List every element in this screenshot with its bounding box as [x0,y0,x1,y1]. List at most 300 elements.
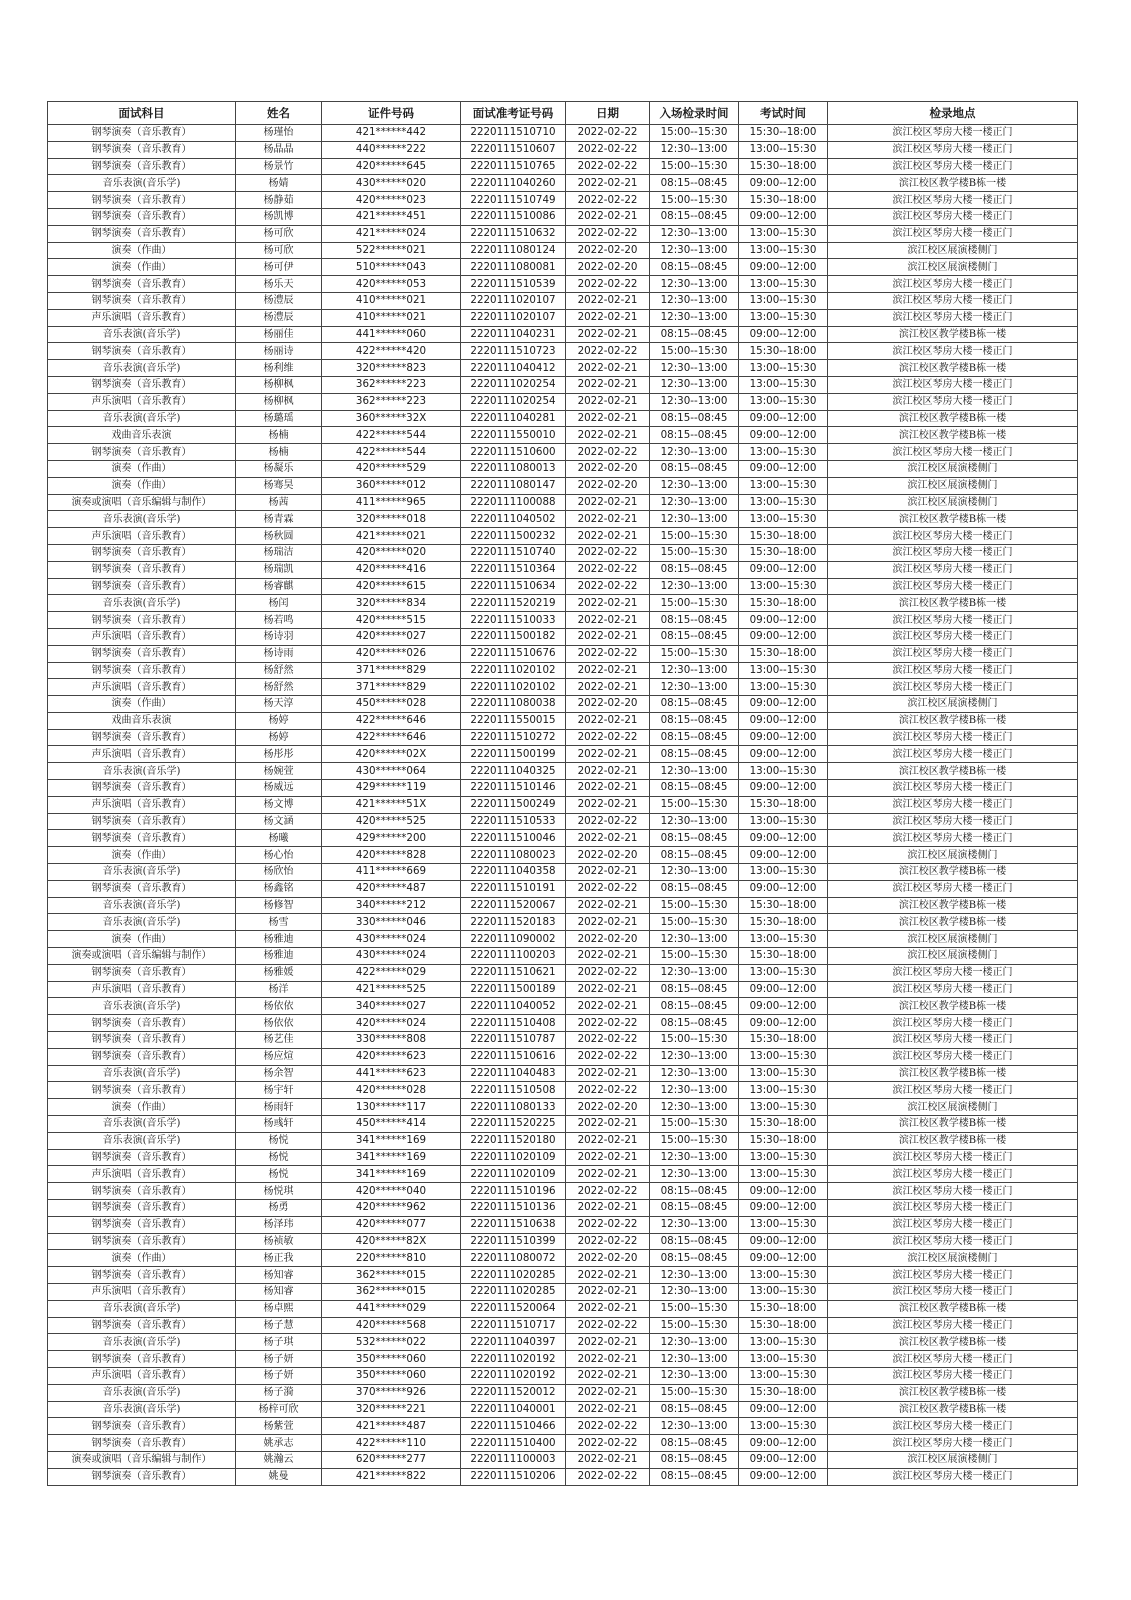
cell-name: 杨瑾怡 [236,125,322,142]
cell-id-number: 420******028 [322,1082,461,1099]
cell-date: 2022-02-21 [566,511,650,528]
table-row [48,276,1078,293]
table-row [48,175,1078,192]
cell-ticket-number: 2220111510033 [461,612,566,629]
cell-checkin-location: 滨江校区琴房大楼一楼正门 [828,141,1078,158]
cell-date: 2022-02-20 [566,847,650,864]
cell-id-number: 341******169 [322,1166,461,1183]
cell-date: 2022-02-22 [566,1468,650,1485]
cell-name: 杨景竹 [236,158,322,175]
cell-checkin-location: 滨江校区琴房大楼一楼正门 [828,1183,1078,1200]
cell-exam-time: 15:30--18:00 [739,1300,828,1317]
cell-id-number: 420******645 [322,158,461,175]
cell-checkin-location: 滨江校区琴房大楼一楼正门 [828,1435,1078,1452]
cell-checkin-time: 12:30--13:00 [650,1283,739,1300]
cell-ticket-number: 2220111080081 [461,259,566,276]
cell-exam-time: 09:00--12:00 [739,612,828,629]
cell-id-number: 341******169 [322,1149,461,1166]
cell-date: 2022-02-21 [566,528,650,545]
cell-name: 杨骞昊 [236,477,322,494]
cell-ticket-number: 2220111040397 [461,1334,566,1351]
cell-name: 杨婧 [236,175,322,192]
cell-exam-time: 09:00--12:00 [739,427,828,444]
cell-name: 杨雪 [236,914,322,931]
table-row [48,360,1078,377]
cell-id-number: 410******021 [322,309,461,326]
exam-schedule-table [47,101,1078,1486]
cell-id-number: 130******117 [322,1099,461,1116]
cell-exam-time: 13:00--15:30 [739,1334,828,1351]
table-row [48,813,1078,830]
cell-exam-time: 15:30--18:00 [739,1317,828,1334]
cell-exam-time: 13:00--15:30 [739,1351,828,1368]
cell-id-number: 421******021 [322,528,461,545]
cell-checkin-location: 滨江校区琴房大楼一楼正门 [828,208,1078,225]
header-date: 日期 [566,102,650,125]
cell-subject: 演奏（作曲） [48,460,236,477]
cell-ticket-number: 2220111020285 [461,1283,566,1300]
cell-ticket-number: 2220111510616 [461,1048,566,1065]
cell-date: 2022-02-21 [566,948,650,965]
cell-date: 2022-02-22 [566,1317,650,1334]
cell-name: 杨雅迪 [236,948,322,965]
cell-subject: 钢琴演奏（音乐教育） [48,780,236,797]
cell-ticket-number: 2220111020102 [461,679,566,696]
cell-exam-time: 09:00--12:00 [739,259,828,276]
table-row [48,696,1078,713]
table-row [48,158,1078,175]
cell-subject: 钢琴演奏（音乐教育） [48,1149,236,1166]
cell-id-number: 420******416 [322,561,461,578]
cell-id-number: 320******834 [322,595,461,612]
cell-date: 2022-02-21 [566,981,650,998]
cell-id-number: 420******525 [322,813,461,830]
cell-exam-time: 15:30--18:00 [739,158,828,175]
cell-checkin-time: 12:30--13:00 [650,309,739,326]
cell-date: 2022-02-20 [566,1250,650,1267]
table-row [48,746,1078,763]
cell-checkin-location: 滨江校区展演楼侧门 [828,948,1078,965]
cell-subject: 钢琴演奏（音乐教育） [48,444,236,461]
cell-subject: 音乐表演(音乐学) [48,1300,236,1317]
table-row [48,125,1078,142]
cell-exam-time: 09:00--12:00 [739,326,828,343]
cell-date: 2022-02-22 [566,964,650,981]
cell-id-number: 220******810 [322,1250,461,1267]
table-row [48,880,1078,897]
cell-date: 2022-02-21 [566,175,650,192]
cell-name: 杨悦琪 [236,1183,322,1200]
cell-checkin-location: 滨江校区琴房大楼一楼正门 [828,125,1078,142]
cell-checkin-time: 12:30--13:00 [650,511,739,528]
cell-checkin-location: 滨江校区琴房大楼一楼正门 [828,376,1078,393]
cell-name: 杨秋圆 [236,528,322,545]
cell-exam-time: 09:00--12:00 [739,460,828,477]
cell-checkin-time: 08:15--08:45 [650,746,739,763]
cell-name: 杨可伊 [236,259,322,276]
cell-ticket-number: 2220111020254 [461,393,566,410]
cell-checkin-time: 08:15--08:45 [650,1250,739,1267]
cell-ticket-number: 2220111510364 [461,561,566,578]
cell-date: 2022-02-21 [566,1283,650,1300]
cell-date: 2022-02-20 [566,931,650,948]
cell-ticket-number: 2220111020109 [461,1149,566,1166]
cell-checkin-time: 12:30--13:00 [650,931,739,948]
cell-exam-time: 15:30--18:00 [739,1132,828,1149]
table-row [48,242,1078,259]
cell-exam-time: 13:00--15:30 [739,763,828,780]
cell-checkin-location: 滨江校区展演楼侧门 [828,1099,1078,1116]
table-row [48,780,1078,797]
cell-checkin-time: 08:15--08:45 [650,259,739,276]
cell-id-number: 362******015 [322,1267,461,1284]
cell-checkin-time: 08:15--08:45 [650,880,739,897]
cell-subject: 声乐演唱（音乐教育） [48,679,236,696]
cell-checkin-location: 滨江校区琴房大楼一楼正门 [828,1082,1078,1099]
cell-id-number: 522******021 [322,242,461,259]
cell-ticket-number: 2220111080023 [461,847,566,864]
table-row [48,897,1078,914]
cell-date: 2022-02-21 [566,780,650,797]
cell-checkin-time: 08:15--08:45 [650,208,739,225]
cell-exam-time: 09:00--12:00 [739,998,828,1015]
cell-subject: 钢琴演奏（音乐教育） [48,561,236,578]
cell-exam-time: 13:00--15:30 [739,292,828,309]
cell-exam-time: 13:00--15:30 [739,679,828,696]
cell-subject: 音乐表演(音乐学) [48,1334,236,1351]
cell-checkin-location: 滨江校区琴房大楼一楼正门 [828,1149,1078,1166]
cell-name: 杨欣怡 [236,864,322,881]
cell-ticket-number: 2220111080133 [461,1099,566,1116]
cell-date: 2022-02-21 [566,1065,650,1082]
cell-checkin-time: 12:30--13:00 [650,578,739,595]
cell-checkin-location: 滨江校区琴房大楼一楼正门 [828,1015,1078,1032]
cell-name: 杨子妍 [236,1351,322,1368]
cell-date: 2022-02-22 [566,444,650,461]
cell-id-number: 420******529 [322,460,461,477]
cell-id-number: 350******060 [322,1351,461,1368]
cell-subject: 钢琴演奏（音乐教育） [48,1435,236,1452]
cell-name: 杨澧辰 [236,292,322,309]
cell-id-number: 450******028 [322,696,461,713]
cell-date: 2022-02-21 [566,628,650,645]
cell-checkin-location: 滨江校区琴房大楼一楼正门 [828,981,1078,998]
cell-subject: 钢琴演奏（音乐教育） [48,1048,236,1065]
cell-name: 杨楠 [236,444,322,461]
cell-date: 2022-02-22 [566,578,650,595]
cell-id-number: 532******022 [322,1334,461,1351]
cell-subject: 钢琴演奏（音乐教育） [48,125,236,142]
cell-checkin-time: 15:00--15:30 [650,544,739,561]
table-row [48,1418,1078,1435]
table-row [48,1384,1078,1401]
table-row [48,1116,1078,1133]
cell-checkin-location: 滨江校区教学楼B栋一楼 [828,410,1078,427]
cell-ticket-number: 2220111500199 [461,746,566,763]
cell-id-number: 450******414 [322,1116,461,1133]
cell-id-number: 440******222 [322,141,461,158]
table-row [48,645,1078,662]
cell-subject: 钢琴演奏（音乐教育） [48,1233,236,1250]
table-row [48,1367,1078,1384]
table-row [48,544,1078,561]
cell-checkin-time: 15:00--15:30 [650,158,739,175]
cell-name: 杨凯博 [236,208,322,225]
cell-checkin-location: 滨江校区展演楼侧门 [828,696,1078,713]
cell-name: 杨子漪 [236,1384,322,1401]
cell-name: 杨诗羽 [236,628,322,645]
cell-date: 2022-02-21 [566,612,650,629]
cell-name: 杨舒然 [236,662,322,679]
cell-exam-time: 13:00--15:30 [739,1267,828,1284]
cell-id-number: 320******221 [322,1401,461,1418]
cell-name: 杨祯敏 [236,1233,322,1250]
cell-exam-time: 09:00--12:00 [739,628,828,645]
cell-date: 2022-02-22 [566,1435,650,1452]
cell-name: 杨梓可欣 [236,1401,322,1418]
cell-date: 2022-02-20 [566,259,650,276]
cell-name: 杨璐瑶 [236,410,322,427]
cell-ticket-number: 2220111520180 [461,1132,566,1149]
cell-checkin-time: 08:15--08:45 [650,1200,739,1217]
cell-checkin-location: 滨江校区展演楼侧门 [828,477,1078,494]
cell-exam-time: 09:00--12:00 [739,410,828,427]
cell-checkin-location: 滨江校区教学楼B栋一楼 [828,1116,1078,1133]
cell-checkin-time: 08:15--08:45 [650,612,739,629]
cell-name: 杨婉萱 [236,763,322,780]
cell-name: 杨闰 [236,595,322,612]
cell-id-number: 330******046 [322,914,461,931]
cell-date: 2022-02-21 [566,1367,650,1384]
cell-date: 2022-02-22 [566,1183,650,1200]
cell-checkin-location: 滨江校区教学楼B栋一楼 [828,427,1078,444]
table-row [48,477,1078,494]
cell-checkin-location: 滨江校区教学楼B栋一楼 [828,175,1078,192]
cell-exam-time: 13:00--15:30 [739,477,828,494]
cell-subject: 钢琴演奏（音乐教育） [48,1200,236,1217]
cell-checkin-time: 12:30--13:00 [650,141,739,158]
cell-ticket-number: 2220111510191 [461,880,566,897]
table-row [48,561,1078,578]
cell-id-number: 510******043 [322,259,461,276]
cell-id-number: 420******053 [322,276,461,293]
cell-subject: 演奏或演唱（音乐编辑与制作） [48,494,236,511]
cell-ticket-number: 2220111510399 [461,1233,566,1250]
cell-checkin-location: 滨江校区琴房大楼一楼正门 [828,1267,1078,1284]
table-row [48,1065,1078,1082]
cell-name: 杨勇 [236,1200,322,1217]
cell-ticket-number: 2220111510400 [461,1435,566,1452]
table-row [48,981,1078,998]
cell-checkin-time: 15:00--15:30 [650,1116,739,1133]
cell-subject: 演奏（作曲） [48,242,236,259]
cell-date: 2022-02-22 [566,192,650,209]
cell-checkin-time: 12:30--13:00 [650,864,739,881]
cell-ticket-number: 2220111080124 [461,242,566,259]
cell-checkin-time: 12:30--13:00 [650,292,739,309]
cell-checkin-time: 08:15--08:45 [650,175,739,192]
cell-ticket-number: 2220111510765 [461,158,566,175]
cell-checkin-location: 滨江校区琴房大楼一楼正门 [828,276,1078,293]
cell-subject: 戏曲音乐表演 [48,427,236,444]
cell-ticket-number: 2220111510206 [461,1468,566,1485]
cell-id-number: 420******02X [322,746,461,763]
table-row [48,1015,1078,1032]
cell-id-number: 420******040 [322,1183,461,1200]
cell-name: 杨瑞洁 [236,544,322,561]
cell-name: 杨柳枫 [236,376,322,393]
cell-subject: 演奏（作曲） [48,1250,236,1267]
cell-subject: 音乐表演(音乐学) [48,1384,236,1401]
cell-checkin-location: 滨江校区琴房大楼一楼正门 [828,796,1078,813]
header-checkin-time: 入场检录时间 [650,102,739,125]
cell-date: 2022-02-22 [566,813,650,830]
cell-date: 2022-02-21 [566,746,650,763]
cell-ticket-number: 2220111100088 [461,494,566,511]
cell-date: 2022-02-22 [566,561,650,578]
table-row [48,511,1078,528]
cell-id-number: 420******024 [322,1015,461,1032]
header-id-number: 证件号码 [322,102,461,125]
cell-subject: 音乐表演(音乐学) [48,897,236,914]
cell-ticket-number: 2220111510607 [461,141,566,158]
table-row [48,292,1078,309]
cell-id-number: 441******029 [322,1300,461,1317]
cell-checkin-time: 12:30--13:00 [650,225,739,242]
cell-exam-time: 15:30--18:00 [739,125,828,142]
cell-exam-time: 13:00--15:30 [739,931,828,948]
header-name: 姓名 [236,102,322,125]
cell-checkin-location: 滨江校区琴房大楼一楼正门 [828,1367,1078,1384]
table-row [48,141,1078,158]
cell-exam-time: 15:30--18:00 [739,343,828,360]
cell-ticket-number: 2220111020109 [461,1166,566,1183]
cell-id-number: 360******32X [322,410,461,427]
cell-id-number: 421******451 [322,208,461,225]
cell-exam-time: 09:00--12:00 [739,880,828,897]
cell-name: 杨雨轩 [236,1099,322,1116]
cell-ticket-number: 2220111100203 [461,948,566,965]
cell-id-number: 420******962 [322,1200,461,1217]
cell-name: 杨利维 [236,360,322,377]
cell-checkin-time: 08:15--08:45 [650,696,739,713]
cell-checkin-location: 滨江校区琴房大楼一楼正门 [828,1200,1078,1217]
cell-checkin-time: 12:30--13:00 [650,964,739,981]
cell-name: 杨可欣 [236,225,322,242]
cell-exam-time: 13:00--15:30 [739,864,828,881]
cell-date: 2022-02-22 [566,125,650,142]
cell-exam-time: 13:00--15:30 [739,360,828,377]
table-row [48,1451,1078,1468]
cell-id-number: 441******060 [322,326,461,343]
cell-date: 2022-02-21 [566,360,650,377]
cell-subject: 演奏（作曲） [48,696,236,713]
cell-name: 姚瀚云 [236,1451,322,1468]
cell-checkin-time: 12:30--13:00 [650,1367,739,1384]
cell-checkin-time: 12:30--13:00 [650,1216,739,1233]
cell-checkin-time: 12:30--13:00 [650,494,739,511]
table-row [48,1132,1078,1149]
cell-name: 杨宇轩 [236,1082,322,1099]
cell-subject: 声乐演唱（音乐教育） [48,1283,236,1300]
cell-ticket-number: 2220111500232 [461,528,566,545]
cell-date: 2022-02-21 [566,662,650,679]
cell-subject: 声乐演唱（音乐教育） [48,796,236,813]
cell-exam-time: 15:30--18:00 [739,528,828,545]
cell-id-number: 420******027 [322,628,461,645]
table-row [48,259,1078,276]
cell-ticket-number: 2220111510621 [461,964,566,981]
cell-id-number: 410******021 [322,292,461,309]
table-row [48,1216,1078,1233]
cell-exam-time: 09:00--12:00 [739,1468,828,1485]
cell-subject: 音乐表演(音乐学) [48,1132,236,1149]
cell-id-number: 420******568 [322,1317,461,1334]
cell-date: 2022-02-22 [566,1015,650,1032]
table-header-row [48,102,1078,125]
cell-checkin-location: 滨江校区教学楼B栋一楼 [828,1065,1078,1082]
cell-ticket-number: 2220111040325 [461,763,566,780]
cell-id-number: 362******223 [322,393,461,410]
cell-checkin-location: 滨江校区琴房大楼一楼正门 [828,1283,1078,1300]
cell-date: 2022-02-22 [566,158,650,175]
cell-id-number: 320******823 [322,360,461,377]
cell-ticket-number: 2220111040358 [461,864,566,881]
cell-ticket-number: 2220111040483 [461,1065,566,1082]
cell-checkin-time: 12:30--13:00 [650,679,739,696]
cell-name: 杨澧辰 [236,309,322,326]
cell-checkin-location: 滨江校区展演楼侧门 [828,847,1078,864]
cell-subject: 钢琴演奏（音乐教育） [48,880,236,897]
cell-name: 杨泽玮 [236,1216,322,1233]
cell-checkin-time: 12:30--13:00 [650,276,739,293]
cell-exam-time: 09:00--12:00 [739,847,828,864]
cell-exam-time: 09:00--12:00 [739,746,828,763]
cell-date: 2022-02-20 [566,1099,650,1116]
cell-checkin-time: 15:00--15:30 [650,897,739,914]
cell-ticket-number: 2220111080038 [461,696,566,713]
cell-name: 杨青霖 [236,511,322,528]
cell-name: 杨心怡 [236,847,322,864]
cell-checkin-time: 15:00--15:30 [650,796,739,813]
cell-name: 杨艺佳 [236,1032,322,1049]
cell-ticket-number: 2220111510717 [461,1317,566,1334]
cell-id-number: 430******064 [322,763,461,780]
cell-exam-time: 13:00--15:30 [739,242,828,259]
cell-id-number: 422******544 [322,444,461,461]
cell-checkin-time: 12:30--13:00 [650,1267,739,1284]
cell-exam-time: 09:00--12:00 [739,981,828,998]
cell-date: 2022-02-21 [566,326,650,343]
cell-checkin-location: 滨江校区教学楼B栋一楼 [828,595,1078,612]
cell-exam-time: 09:00--12:00 [739,1451,828,1468]
cell-id-number: 420******487 [322,880,461,897]
cell-name: 杨依依 [236,1015,322,1032]
cell-name: 杨瑞凯 [236,561,322,578]
cell-checkin-location: 滨江校区琴房大楼一楼正门 [828,309,1078,326]
cell-id-number: 420******026 [322,645,461,662]
cell-exam-time: 13:00--15:30 [739,1065,828,1082]
cell-checkin-location: 滨江校区展演楼侧门 [828,1451,1078,1468]
cell-date: 2022-02-21 [566,1384,650,1401]
cell-id-number: 420******828 [322,847,461,864]
cell-name: 杨天淳 [236,696,322,713]
table-row [48,208,1078,225]
cell-checkin-location: 滨江校区琴房大楼一楼正门 [828,964,1078,981]
cell-ticket-number: 2220111520219 [461,595,566,612]
cell-name: 杨子慧 [236,1317,322,1334]
cell-checkin-time: 08:15--08:45 [650,427,739,444]
